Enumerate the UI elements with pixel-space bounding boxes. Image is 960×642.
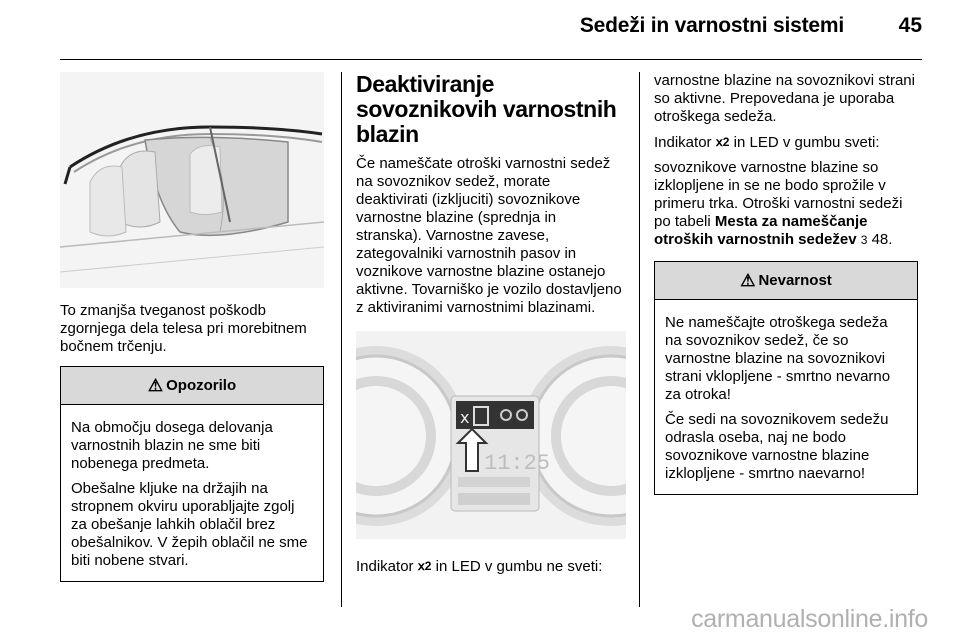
airbag-off-icon: ⅹ2 (715, 135, 730, 149)
body-paragraph: sovoznikove varnostne blazine so izklopljene in se ne bodo sprožile v primeru trka. Otroški varnostni sedeži po tabeli Mesta za nameščanje otroških varnostnih sedežev 3 48. (654, 159, 903, 248)
curtain-airbag-illustration (60, 72, 324, 288)
column-3 (654, 72, 918, 495)
table-reference[interactable]: Mesta za nameščanje otroških varnostnih sedežev (654, 213, 868, 248)
svg-text:ⅹ: ⅹ (460, 410, 470, 427)
airbag-off-icon: ⅹ2 (417, 559, 432, 573)
page-reference[interactable]: 48. (871, 231, 893, 248)
column-1 (60, 72, 324, 582)
header-rule (60, 59, 922, 60)
indicator-line: Indikator ⅹ2 in LED v gumbu ne sveti: (356, 558, 603, 575)
page-reference-arrow-icon: 3 (860, 233, 868, 247)
warning-triangle-icon: ⚠ (740, 270, 756, 290)
watermark: carmanualsonline.info (691, 605, 928, 633)
warning-triangle-icon: ⚠ (147, 375, 164, 395)
indicator-line: Indikator ⅹ2 in LED v gumbu sveti: (654, 134, 880, 151)
column-divider (639, 72, 640, 607)
column-divider (341, 72, 342, 607)
warning-paragraph: Obešalne kljuke na držajih na stropnem okviru uporabljajte zgolj za obešanje lahkih oblačil brez obešalnikov. V žepih oblačil ne sme biti nobene stvari. (71, 480, 308, 569)
danger-box-body (655, 300, 917, 494)
warning-box-title: Opozorilo (166, 376, 237, 394)
page-number: 45 (898, 14, 922, 37)
section-paragraph: Če nameščate otroški varnostni sedež na sovoznikov sedež, morate deaktivirati (izkljuciti) sovoznikove varnostne blazine (sprednja in stranska). Varnostne zavese, zategovalniki varnostnih pasov in voznikove varnostne blazine ostanejo aktivne. Tovarniško je vozilo dostavljeno z aktiviranimi varnostnimi blazinami. (356, 155, 622, 316)
instrument-cluster-photo (356, 331, 626, 539)
section-heading: Deaktiviranje sovoznikovih varnostnih blazin (356, 71, 617, 147)
warning-box-body (61, 405, 323, 581)
danger-box (654, 261, 918, 495)
danger-paragraph: Če sedi na sovoznikovem sedežu odrasla oseba, naj ne bodo sovoznikove varnostne blazine izklopljene - smrtno naevarno! (665, 411, 889, 482)
danger-box-title: Nevarnost (758, 271, 832, 289)
danger-paragraph: Ne nameščajte otroškega sedeža na sovoznikov sedež, če so varnostne blazine na sovoznikovi strani vklopljene - smrtno nevarno za otroka! (665, 314, 891, 403)
page-title: Sedeži in varnostni sistemi (579, 14, 844, 37)
danger-box-header (655, 262, 917, 300)
warning-paragraph: Na območju dosega delovanja varnostnih blazin ne sme biti nobenega predmeta. (71, 419, 273, 472)
column-2 (356, 72, 626, 583)
caption-text: To zmanjša tveganost poškodb zgornjega dela telesa pri morebitnem bočnem trčenju. (60, 302, 307, 355)
warning-box-header (61, 367, 323, 405)
display-clock: 11:25 (484, 451, 551, 476)
body-paragraph: varnostne blazine na sovoznikovi strani so aktivne. Prepovedana je uporaba otroškega sedeža. (654, 72, 915, 125)
warning-box (60, 366, 324, 582)
